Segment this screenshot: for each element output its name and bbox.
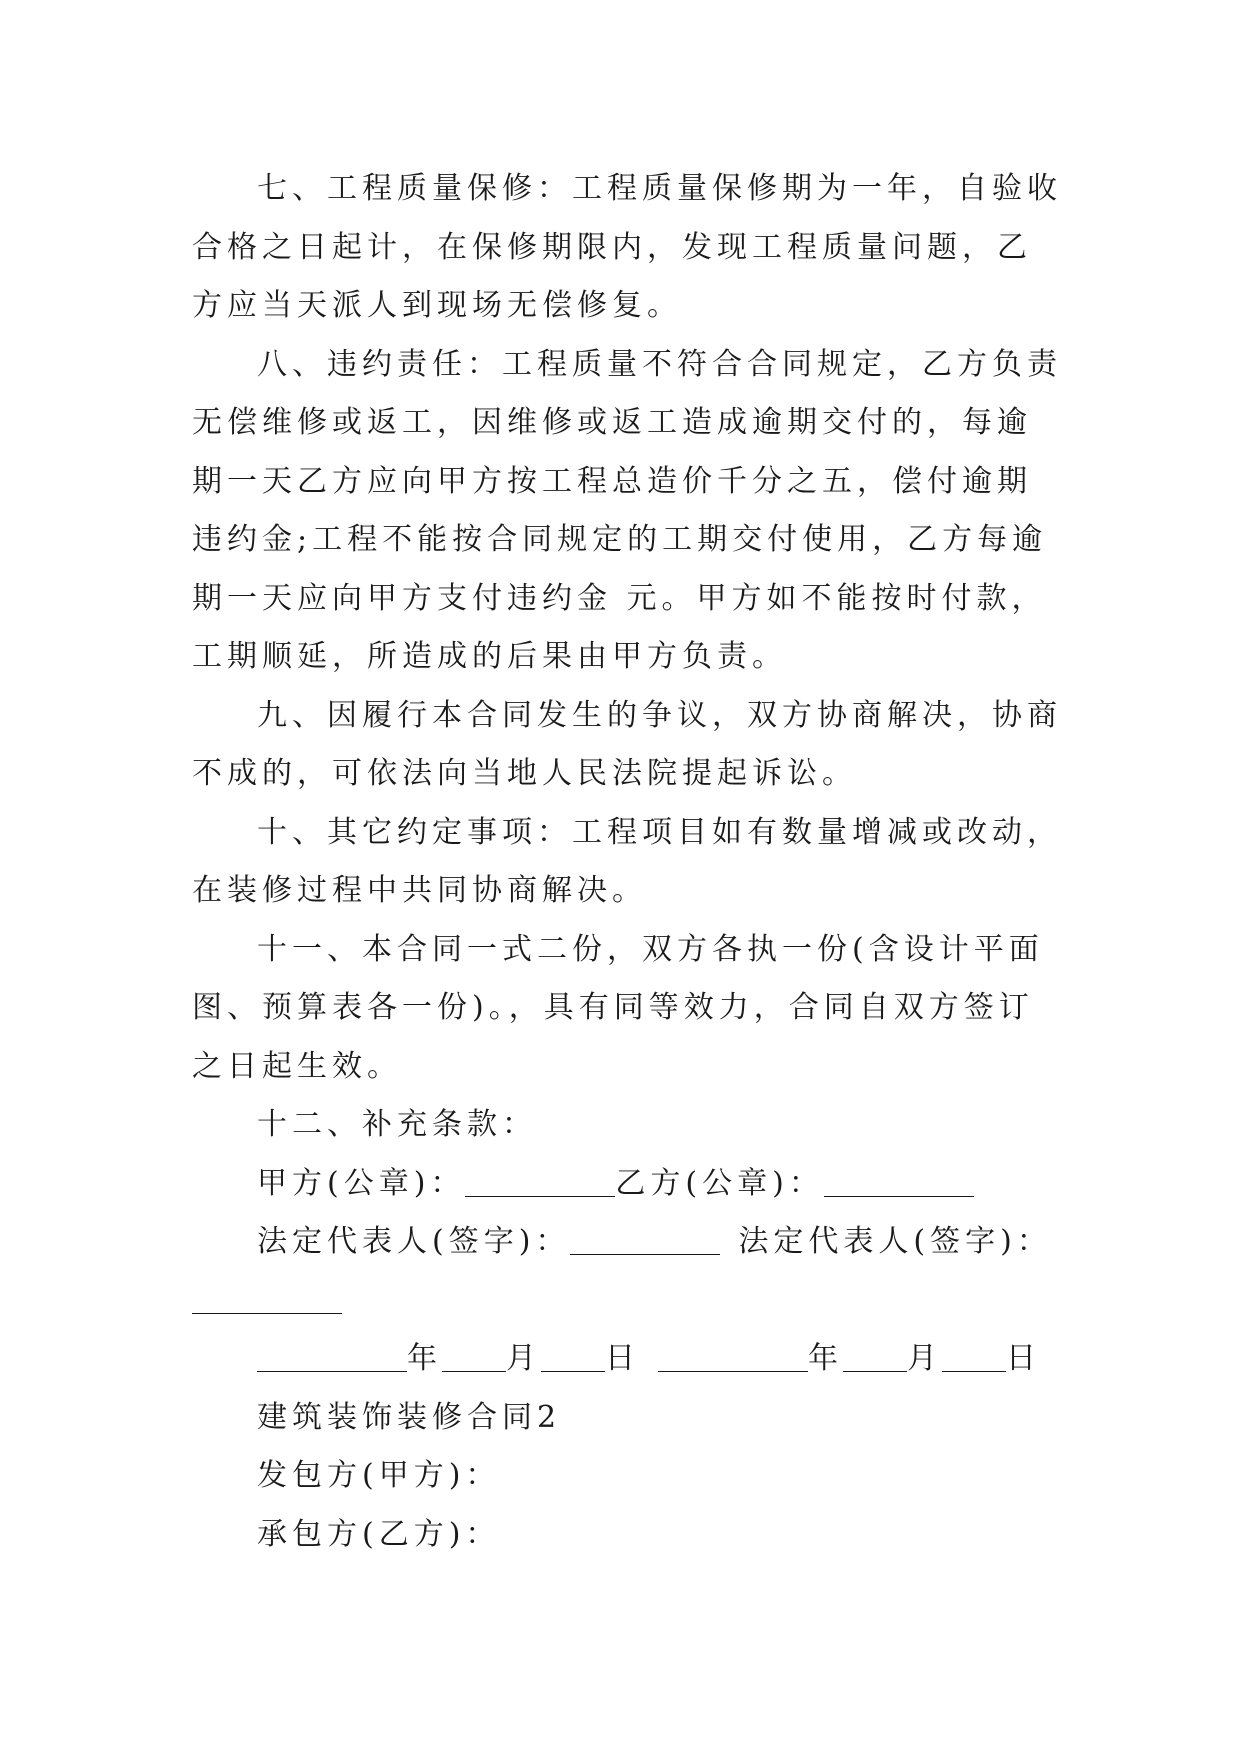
representative-line: [192, 1213, 1062, 1272]
date-b-year-blank: [658, 1341, 808, 1372]
clause-11: 十一、本合同一式二份，双方各执一份(含设计平面图、预算表各一份)。，具有同等效力，合同自双方签订之日起生效。: [192, 931, 1044, 1084]
contract2-employer: 发包方(甲方)：: [257, 1458, 501, 1493]
date-a-year-blank: [257, 1341, 407, 1372]
date-a-year: 年: [407, 1341, 442, 1376]
party-a-seal-label: 甲方(公章)：: [257, 1165, 466, 1201]
party-a-seal-blank: [465, 1166, 615, 1197]
date-a-day-blank: [541, 1341, 605, 1372]
contract2-title: 建筑装饰装修合同2: [257, 1399, 562, 1435]
clause-8: 八、违约责任：工程质量不符合合同规定，乙方负责无偿维修或返工，因维修或返工造成逾期交付的，每逾期一天乙方应向甲方按工程总造价千分之五，偿付逾期违约金;工程不能按合同规定的工期交付使用，乙方每逾期一天应向甲方支付违约金 元。甲方如不能按时付款，工期顺延，所造成的后果由甲方负责。: [192, 346, 1062, 674]
date-a-month: 月: [506, 1341, 541, 1376]
rep-a-blank: [570, 1224, 720, 1255]
party-b-seal-label: 乙方(公章)：: [615, 1165, 824, 1201]
date-a-month-blank: [442, 1341, 506, 1372]
clause-12-supplement: 十二、补充条款：: [257, 1107, 537, 1142]
party-b-seal-blank: [824, 1166, 974, 1197]
rep-b-line: [192, 1272, 1062, 1331]
clause-7: 七、工程质量保修：工程质量保修期为一年，自验收合格之日起计，在保修期限内，发现工程质量问题，乙方应当天派人到现场无偿修复。: [192, 171, 1062, 323]
date-a-day: 日: [605, 1341, 640, 1376]
date-b-month: 月: [907, 1341, 942, 1376]
document-body: [192, 160, 1062, 1564]
seal-line: [192, 1155, 1062, 1214]
date-b-day: 日: [1006, 1341, 1041, 1376]
rep-b-label: 法定代表人(签字)：: [738, 1224, 1052, 1259]
contract2-contractor: 承包方(乙方)：: [257, 1516, 501, 1552]
date-line: [192, 1330, 1062, 1389]
date-b-day-blank: [942, 1341, 1006, 1372]
date-b-month-blank: [843, 1341, 907, 1372]
clause-10: 十、其它约定事项：工程项目如有数量增减或改动，在装修过程中共同协商解决。: [192, 814, 1062, 908]
clause-9: 九、因履行本合同发生的争议，双方协商解决，协商不成的，可依法向当地人民法院提起诉讼。: [192, 697, 1062, 791]
rep-b-blank: [192, 1283, 342, 1314]
date-b-year: 年: [808, 1341, 843, 1376]
rep-a-label: 法定代表人(签字)：: [257, 1224, 571, 1259]
